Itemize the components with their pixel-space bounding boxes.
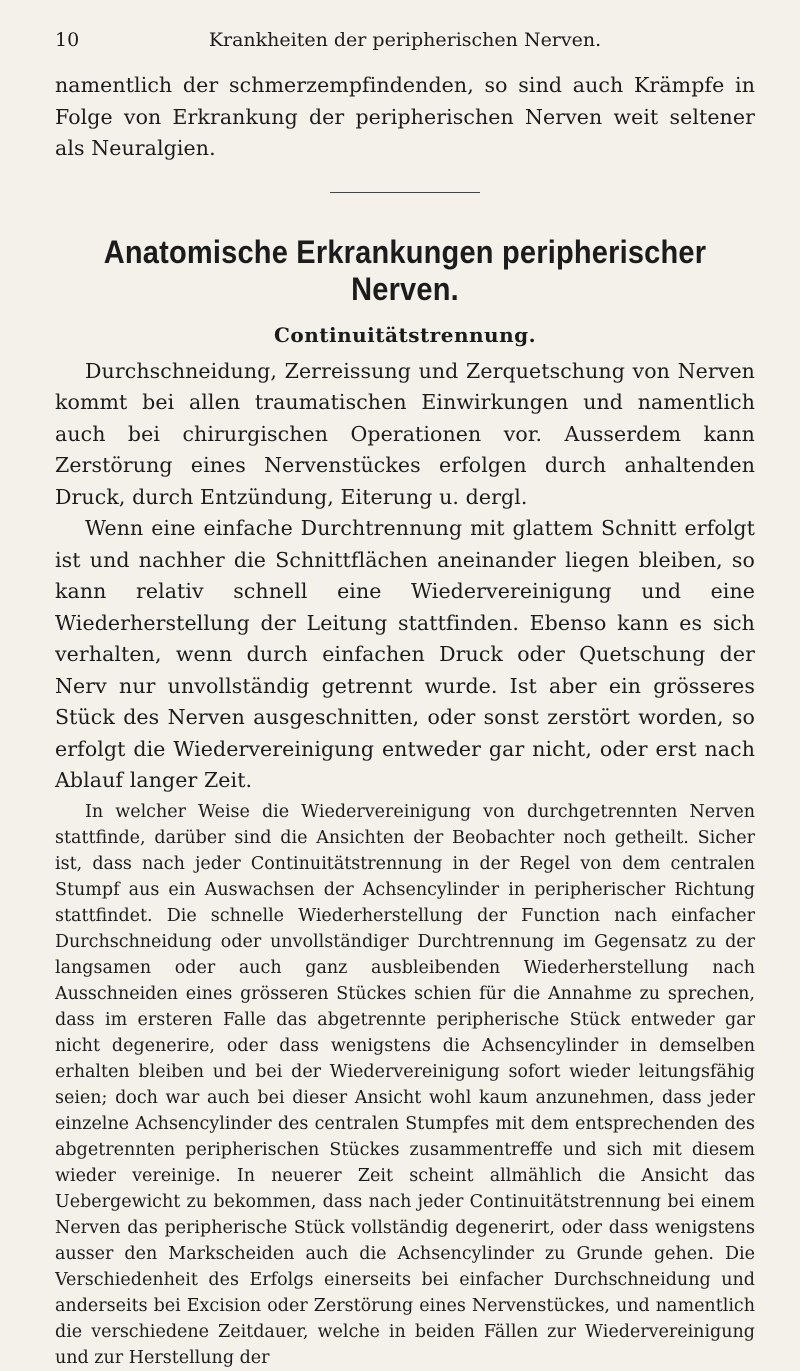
section-title: Anatomische Erkrankungen peripherischer Nerven.: [103, 234, 707, 308]
paragraph-2: Wenn eine einfache Durchtrennung mit glattem Schnitt erfolgt ist und nachher die Schnittflächen aneinander liegen bleiben, so kann relativ schnell eine Wiedervereinigung und eine Wiederherstellung der Leitung stattfinden. Ebenso kann es sich verhalten, wenn durch einfachen Druck oder Quetschung der Nerv nur unvollständig getrennt wurde. Ist aber ein grösseres Stück des Nerven ausgeschnitten, oder sonst zerstört worden, so erfolgt die Wiedervereinigung entweder gar nicht, oder erst nach Ablauf langer Zeit.: [55, 516, 755, 792]
paragraph-1: Durchschneidung, Zerreissung und Zerquetschung von Nerven kommt bei allen traumatischen Einwirkungen und namentlich auch bei chirurgischen Operationen vor. Ausserdem kann Zerstörung eines Nervenstückes erfolgen durch anhaltenden Druck, durch Entzündung, Eiterung u. dergl.: [55, 358, 755, 509]
running-header: [55, 26, 755, 54]
section-divider: [330, 192, 480, 193]
page-number: 10: [55, 29, 80, 51]
book-page: [55, 26, 755, 1371]
small-print-paragraph: In welcher Weise die Wiedervereinigung von durchgetrennten Nerven stattfinde, darüber sind die Ansichten der Beobachter noch getheilt. Sicher ist, dass nach jeder Continuitätstrennung in der Regel von dem centralen Stumpf aus ein Auswachsen der Achsencylinder in peripherischer Richtung stattfindet. Die schnelle Wiederherstellung der Function nach einfacher Durchschneidung oder unvollständiger Durchtrennung im Gegensatz zu der langsamen oder auch ganz ausbleibenden Wiederherstellung nach Ausschneiden eines grösseren Stückes schien für die Annahme zu sprechen, dass im ersteren Falle das abgetrennte peripherische Stück entweder gar nicht degenerire, oder dass wenigstens die Achsencylinder in demselben erhalten bleiben und bei der Wiedervereinigung sofort wieder leitungsfähig seien; doch war auch bei dieser Ansicht wohl kaum anzunehmen, dass jeder einzelne Achsencylinder des centralen Stumpfes mit dem entsprechenden des abgetrennten peripherischen Stückes zusammentreffe und sich mit diesem wieder vereinige. In neuerer Zeit scheint allmählich die Ansicht das Uebergewicht zu bekommen, dass nach jeder Continuitätstrennung bei einem Nerven das peripherische Stück vollständig degenerirt, oder dass wenigstens ausser den Markscheiden auch die Achsencylinder zu Grunde gehen. Die Verschiedenheit des Erfolgs einerseits bei einfacher Durchschneidung und anderseits bei Excision oder Zerstörung eines Nervenstückes, und namentlich die verschiedene Zeitdauer, welche in beiden Fällen zur Wiedervereinigung und zur Herstellung der: [55, 801, 755, 1368]
running-title: Krankheiten der peripherischen Nerven.: [208, 29, 602, 51]
intro-paragraph: namentlich der schmerzempfindenden, so sind auch Krämpfe in Folge von Erkrankung der peripherischen Nerven weit seltener als Neuralgien.: [55, 73, 755, 160]
section-subtitle: Continuitätstrennung.: [273, 322, 537, 347]
